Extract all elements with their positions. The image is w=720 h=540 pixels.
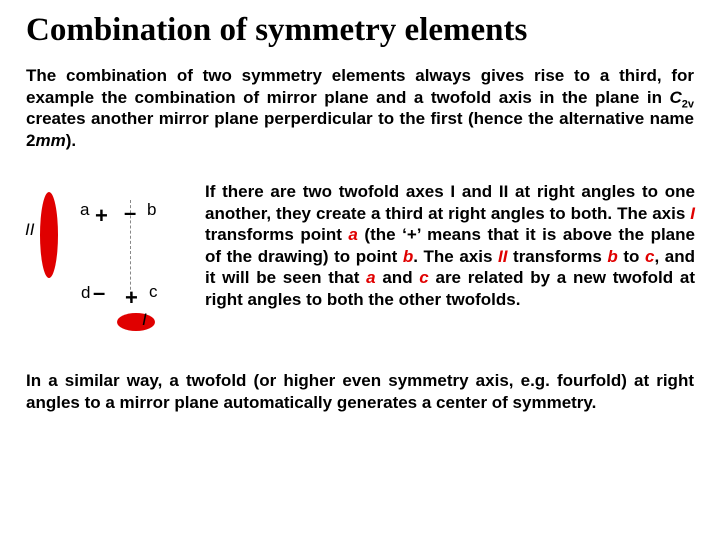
closing-paragraph: In a similar way, a twofold (or higher even symmetry axis, e.g. fourfold) at right angles to a mirror plane automatically generates a center of symmetry. [26,371,694,412]
point-b-label: b [147,200,157,219]
point-c-ref: c [645,246,655,266]
explanation-paragraph [205,181,695,310]
axis-II-label: II [25,220,35,239]
point-a-label: a [80,200,90,219]
pointgroup-subscript: 2v [681,97,694,110]
explanation-text: are related by a new twofold at right angles to both the other twofolds. [205,268,696,309]
axis-II-ref: II [498,246,508,266]
explanation-text: to [617,246,646,266]
twofold-axes-diagram [0,180,200,340]
intro-paragraph [26,65,694,151]
point-b-ref: b [607,246,618,266]
explanation-text: (the ‘+’ means that it is above the plane of the drawing) to point [205,225,695,266]
twofold-axis-II-symbol [40,192,58,278]
explanation-text: If there are two twofold axes I and II at right angles to one another, they create a third at right angles to both. The axis [205,182,695,223]
intro-text-end: ). [65,130,77,150]
page-title: Combination of symmetry elements [26,12,528,48]
intro-text-before: The combination of two symmetry elements always gives rise to a third, for example the combination of mirror plane and a twofold axis in the plane in [26,66,694,107]
twofold-axis-I-symbol [117,313,155,331]
point-d-minus: – [93,280,106,305]
explanation-text: transforms [507,246,608,266]
point-b-minus: – [124,200,137,225]
point-d-label: d [81,283,91,302]
point-c-ref: c [419,268,429,287]
axis-I-label: I [142,310,147,329]
point-b-ref: b [402,246,414,266]
axis-I-ref: I [690,203,695,223]
alt-name-letters: mm [35,130,66,150]
point-a-ref: a [348,225,358,244]
point-c-label: c [149,282,158,301]
explanation-text: , and it will be seen that [205,246,696,287]
pointgroup-symbol: C [669,87,682,107]
alt-name-number: 2 [26,130,36,150]
explanation-text: transforms point [205,225,349,244]
explanation-text: and [375,268,420,287]
explanation-text: . The axis [413,246,498,266]
point-a-ref: a [366,268,376,287]
point-a-plus: + [95,203,108,228]
intro-text-after: creates another mirror plane perperdicular to the first (hence the alternative name [26,109,694,128]
point-c-plus: + [125,285,138,310]
